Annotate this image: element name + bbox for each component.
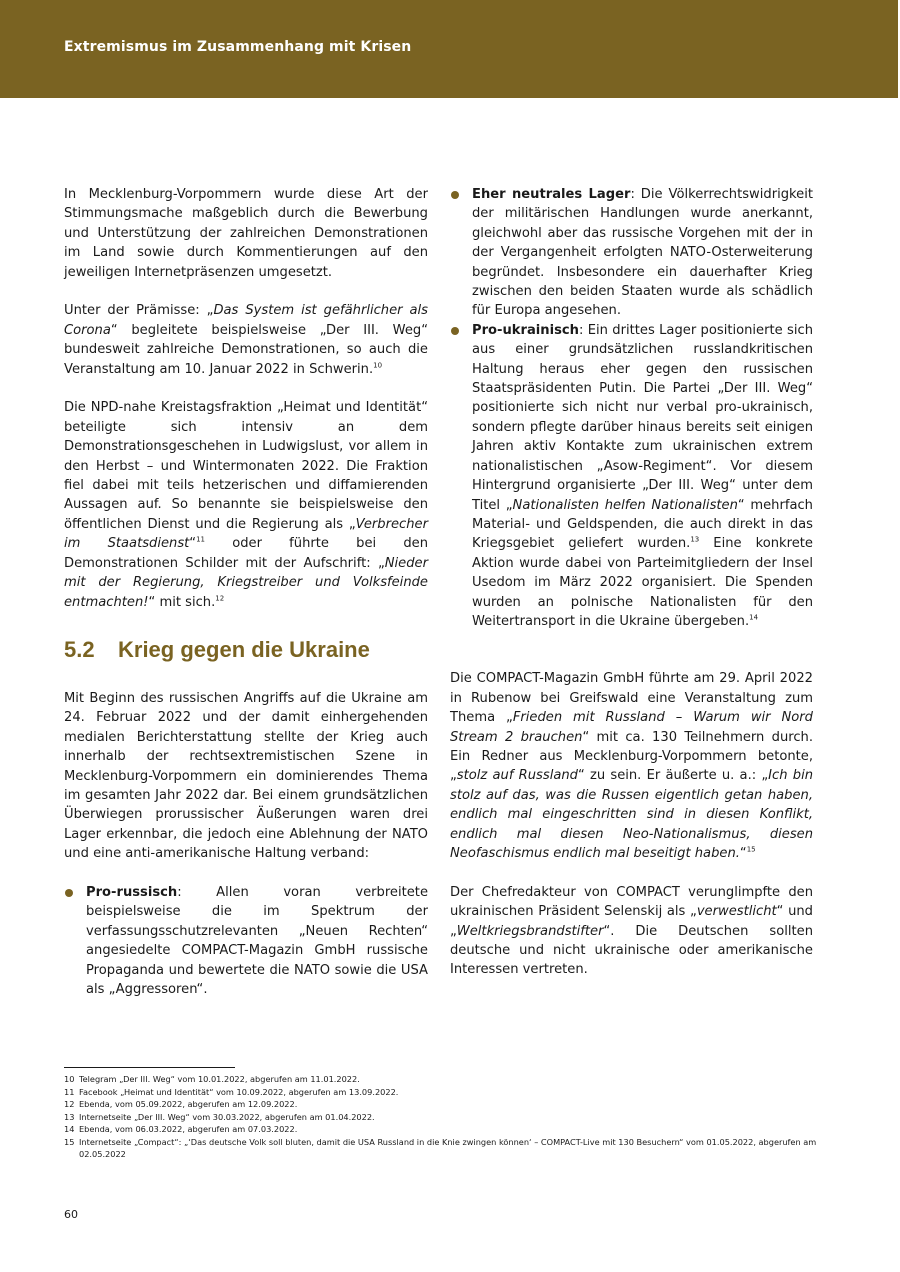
bullet-term: Pro-russisch	[86, 884, 178, 900]
footnote-11	[64, 1086, 824, 1099]
bullet-pro-russisch	[64, 883, 428, 999]
text-run: “ mit ca. 130 Teilnehmern durch. Ein Redner aus Mecklenburg-Vorpommern betonte, „	[450, 729, 813, 784]
text-run: “. Die Deutschen sollten deutsche und nicht ukrainische oder amerikanische Interessen vertreten.	[450, 923, 813, 978]
footnote-ref-12[interactable]: 12	[215, 594, 225, 603]
footnote-rule	[64, 1067, 235, 1068]
footnote-number: 15	[64, 1136, 75, 1147]
text-run: Eine konkrete Aktion wurde dabei von Parteimitgliedern der Insel Usedom im März 2022 organisiert. Die Spenden wurden an polnische Nationalisten für den Weitertransport in die Ukraine übergeben.	[472, 536, 813, 629]
footnote-ref-13[interactable]: 13	[690, 535, 700, 544]
section-number: 5.2	[64, 636, 95, 662]
text-run: “ mit sich.	[148, 594, 216, 610]
quote-italic: Nieder mit der Regierung, Kriegstreiber und Volksfeinde entmachten!	[64, 555, 428, 610]
bullet-pro-ukrainisch	[450, 321, 813, 632]
bullet-dot-icon	[451, 191, 459, 199]
text-run: Der Chefredakteur von COMPACT verunglimpfte den ukrainischen Präsident Selenskij als „	[450, 884, 813, 920]
footnote-text: Ebenda, vom 05.09.2022, abgerufen am 12.09.2022.	[79, 1099, 298, 1109]
quote-italic: Nationalisten helfen Nationalisten	[512, 497, 738, 513]
page-number: 60	[64, 1208, 78, 1221]
right-column	[450, 185, 813, 980]
bullet-term: Pro-ukrainisch	[472, 322, 579, 338]
text-run: “ und „	[450, 904, 813, 939]
footnote-text: Telegram „Der III. Weg“ vom 10.01.2022, abgerufen am 11.01.2022.	[79, 1074, 360, 1084]
paragraph-krieg-intro: Mit Beginn des russischen Angriffs auf die Ukraine am 24. Februar 2022 und der damit einhergehenden medialen Berichterstattung stellte der Krieg auch innerhalb der rechtsextremistischen Szene in Mecklenburg-Vorpommern ein dominierendes Thema im gesamten Jahr 2022 dar. Bei einem grundsätzlichen Überwiegen prorussischer Äußerungen waren drei Lager erkennbar, die jedoch eine Ablehnung der NATO und eine anti-amerikanische Haltung verband:	[64, 690, 428, 862]
footnote-ref-10[interactable]: 10	[373, 361, 383, 370]
footnote-ref-11[interactable]: 11	[196, 535, 206, 544]
footnote-13	[64, 1111, 824, 1124]
section-heading	[64, 637, 428, 663]
footnote-text: Internetseite „Der III. Weg“ vom 30.03.2022, abgerufen am 01.04.2022.	[79, 1111, 375, 1122]
quote-italic: Weltkriegsbrandstifter	[456, 923, 604, 939]
quote-italic: Das System ist gefährlicher als Corona	[64, 303, 428, 338]
left-column	[64, 185, 428, 999]
paragraph-intro: In Mecklenburg-Vorpommern wurde diese Art der Stimmungsmache maßgeblich durch die Bewerbung und Unterstützung der zahlreichen Demonstrationen im Land sowie durch Kommentierungen auf den jeweiligen Internetpräsenzen umgesetzt.	[64, 187, 428, 280]
text-run: Die COMPACT-Magazin GmbH führte am 29. April 2022 in Rubenow bei Greifswald eine Veranstaltung zum Thema „	[450, 671, 813, 726]
bullet-term: Eher neutrales Lager	[472, 187, 631, 202]
bullet-text: : Allen voran verbreitete beispielsweise die im Spektrum der verfassungsschutzrelevanten „Neuen Rechten“ angesiedelte COMPACT-Magazin GmbH russische Propaganda und bewertete die NATO sowie die USA als „Aggressoren“.	[86, 884, 428, 997]
quote-italic: Verbrecher im Staatsdienst	[64, 516, 428, 552]
quote-italic: verwestlicht	[696, 904, 777, 920]
running-header-title: Extremismus im Zusammenhang mit Krisen	[64, 39, 412, 55]
footnote-ref-14[interactable]: 14	[749, 613, 759, 622]
bullet-dot-icon	[65, 889, 73, 897]
bullet-dot-icon	[451, 327, 459, 335]
quote-italic: Ich bin stolz auf das, was die Russen eigentlich getan haben, endlich mal eingeschritten sind in diesen Konflikt, endlich mal diesen Neo-Nationalismus, diesen Neofaschismus endlich mal beseitigt haben.	[450, 768, 814, 861]
footnote-12	[64, 1098, 824, 1111]
footnote-number: 14	[64, 1124, 75, 1134]
footnote-number: 13	[64, 1111, 75, 1122]
text-run: Die NPD-nahe Kreistagsfraktion „Heimat und Identität“ beteiligte sich intensiv an dem Demonstrationsgeschehen in Ludwigslust, vor allem in den Herbst – und Wintermonaten 2022. Die Fraktion fiel dabei mit teils hetzerischen und diffamierenden Aussagen auf. So benannte sie beispielsweise den öffentlichen Dienst und die Regierung als „	[64, 400, 428, 532]
section-title: Krieg gegen die Ukraine	[118, 636, 370, 662]
footnote-14	[64, 1123, 824, 1136]
text-run: “ mehrfach Material- und Geldspenden, die auch direkt in das Kriegsgebiet geliefert wurden.	[472, 497, 813, 552]
footnote-text: Ebenda, vom 06.03.2022, abgerufen am 07.03.2022.	[79, 1124, 298, 1134]
paragraph-compact-veranstaltung	[450, 669, 813, 863]
footnote-number: 11	[64, 1086, 75, 1097]
header-band	[0, 0, 898, 98]
footnote-text: Internetseite „Compact“: „‘Das deutsche Volk soll bluten, damit die USA Russland in die Knie zwingen können‘ – COMPACT-Live mit 130 Besuchern“ vom 01.05.2022, abgerufen am 02.05.2022	[79, 1136, 817, 1159]
text-run: “ zu sein. Er äußerte u. a.: „	[577, 768, 769, 784]
footnotes	[64, 1073, 824, 1161]
footnote-15	[64, 1136, 824, 1161]
text-run: “	[189, 536, 197, 552]
paragraph-der-iii-weg-demos	[64, 301, 428, 379]
footnote-text: Facebook „Heimat und Identität“ vom 10.09.2022, abgerufen am 13.09.2022.	[79, 1086, 399, 1097]
bullet-text: : Die Völkerrechtswidrigkeit der militärischen Handlungen wurde anerkannt, gleichwohl aber das russische Vorgehen mit der in der Vergangenheit erfolgten NATO-Osterweiterung begründet. Insbesondere ein dauerhafter Krieg zwischen den beiden Staaten wurde als schädlich für Europa angesehen.	[472, 187, 813, 319]
text-run: Unter der Prämisse: „	[64, 303, 214, 319]
text-run: “ begleitete beispielsweise „Der III. Weg“ bundesweit zahlreiche Demonstrationen, so auch die Veranstaltung am 10. Januar 2022 in Schwerin.	[64, 322, 428, 377]
footnote-ref-15[interactable]: 15	[746, 845, 756, 854]
text-run: : Ein drittes Lager positionierte sich aus einer grundsätzlichen russlandkritischen Haltung heraus eher gegen den russischen Staatspräsidenten Putin. Die Partei „Der III. Weg“ positionierte sich nicht nur verbal pro-ukrainisch, sondern pflegte darüber hinaus bereits seit einigen Jahren aktiv Kontakte zum ukrainischen extrem nationalistischen „Asow-Regiment“. Vor diesem Hintergrund organisierte „Der III. Weg“ unter dem Titel „	[472, 322, 813, 513]
footnote-10	[64, 1073, 824, 1086]
paragraph-chefredakteur	[450, 883, 813, 980]
footnote-number: 10	[64, 1074, 75, 1084]
text-run: “	[739, 846, 747, 861]
bullet-list-right	[450, 185, 813, 631]
bullet-neutral	[450, 185, 813, 321]
text-run: oder führte bei den Demonstrationen Schilder mit der Aufschrift: „	[64, 536, 428, 571]
quote-italic: Frieden mit Russland – Warum wir Nord Stream 2 brauchen	[450, 710, 813, 745]
footnote-number: 12	[64, 1099, 75, 1109]
quote-italic: stolz auf Russland	[456, 768, 578, 784]
paragraph-npd-fraktion	[64, 398, 428, 611]
